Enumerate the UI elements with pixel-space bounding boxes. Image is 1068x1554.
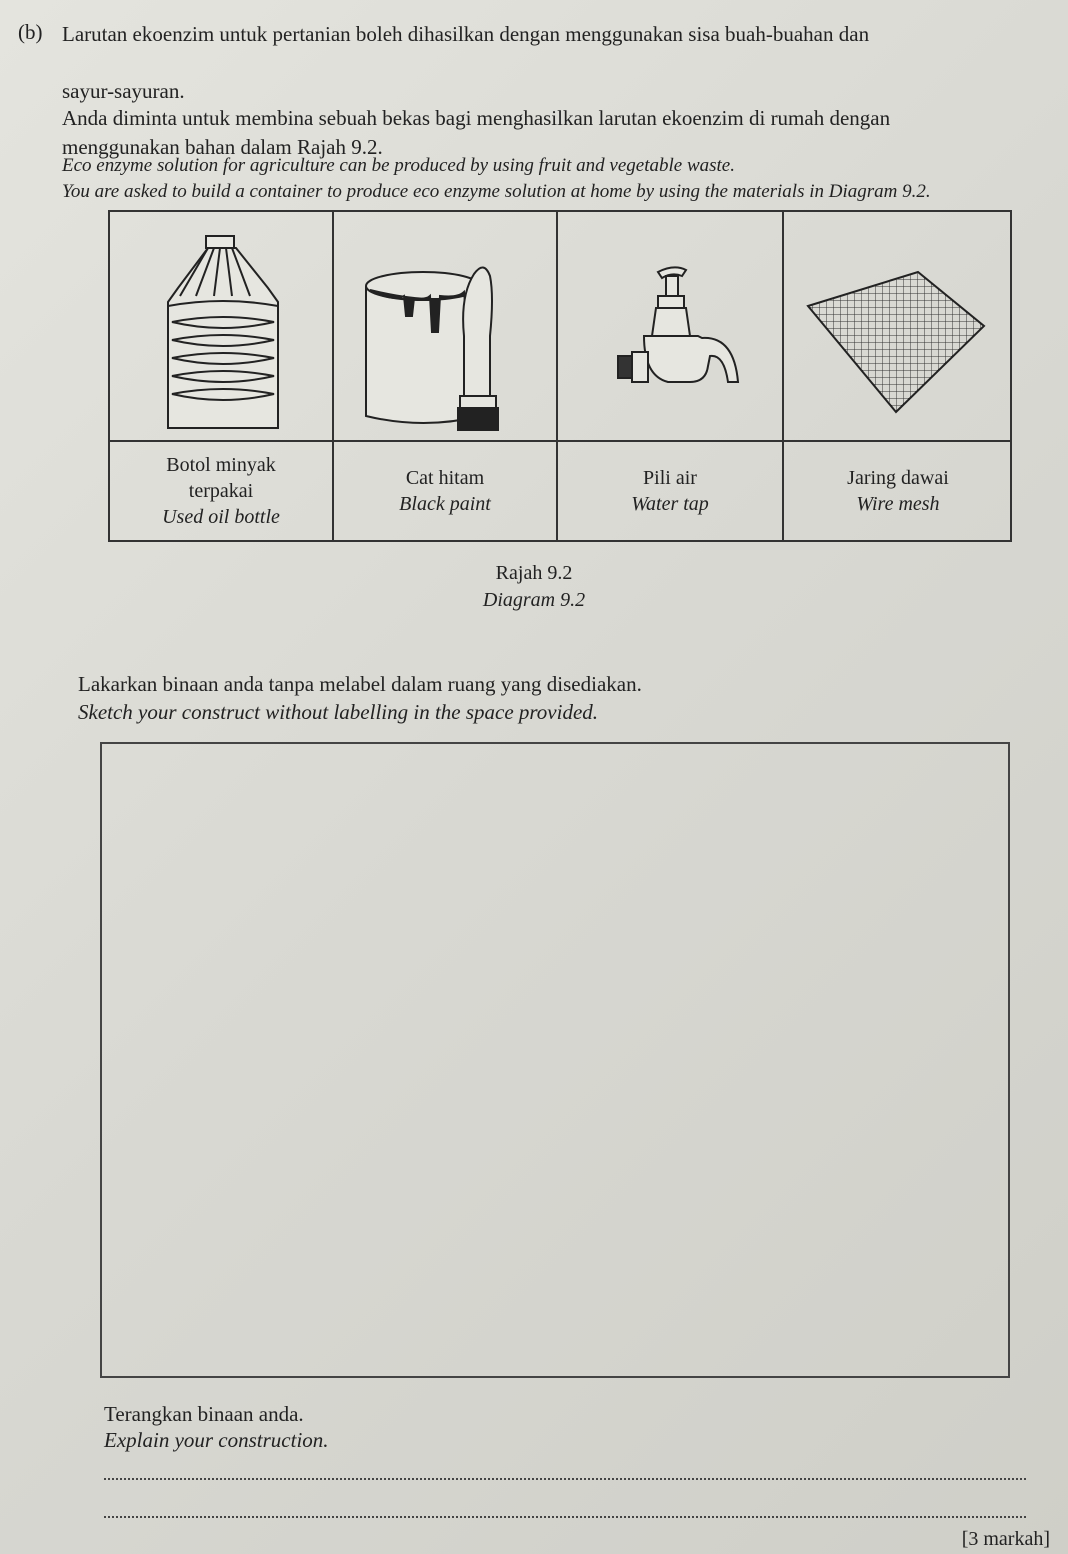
diagram-caption-ms: Rajah 9.2: [495, 562, 573, 584]
question-line-en-2: You are asked to build a container to produce eco enzyme solution at home by using the materials in Diagram 9.2.: [62, 181, 931, 202]
sketch-instruction-en: Sketch your construct without labelling in the space provided.: [78, 700, 599, 724]
sketch-instruction-ms: Lakarkan binaan anda tanpa melabel dalam ruang yang disediakan.: [78, 672, 642, 696]
label-oil-bottle-en: Used oil bottle: [162, 506, 280, 528]
explain-instruction-ms: Terangkan binaan anda.: [104, 1402, 304, 1426]
marks-label: [3 markah]: [961, 1528, 1050, 1550]
question-line-ms-4: menggunakan bahan dalam Rajah 9.2.: [62, 135, 383, 159]
oil-bottle-icon: [110, 216, 332, 438]
wire-mesh-icon: [784, 216, 1012, 438]
label-tap-ms: Pili air: [643, 467, 697, 489]
explain-instruction-en: Explain your construction.: [104, 1428, 329, 1452]
sketch-answer-box[interactable]: [100, 742, 1010, 1378]
materials-table: [108, 210, 1012, 542]
label-tap-en: Water tap: [631, 493, 709, 515]
label-oil-bottle-ms-2: terpakai: [188, 480, 254, 502]
label-mesh-ms: Jaring dawai: [847, 467, 949, 489]
question-line-ms-2: sayur-sayuran.: [62, 79, 185, 103]
label-paint-en: Black paint: [399, 493, 491, 515]
question-line-ms-1: Larutan ekoenzim untuk pertanian boleh dihasilkan dengan menggunakan sisa buah-buahan dan: [62, 22, 870, 46]
question-number: (b): [18, 20, 43, 44]
label-oil-bottle-ms-1: Botol minyak: [166, 454, 276, 476]
label-mesh-en: Wire mesh: [856, 493, 940, 515]
paint-can-icon: [334, 216, 556, 438]
answer-line-2[interactable]: [104, 1516, 1026, 1518]
diagram-caption-en: Diagram 9.2: [482, 589, 586, 611]
question-line-en-1: Eco enzyme solution for agriculture can be produced by using fruit and vegetable waste.: [62, 155, 735, 176]
water-tap-icon: [558, 216, 782, 438]
answer-line-1[interactable]: [104, 1478, 1026, 1480]
label-paint-ms: Cat hitam: [405, 467, 485, 489]
question-line-ms-3: Anda diminta untuk membina sebuah bekas bagi menghasilkan larutan ekoenzim di rumah dengan: [62, 106, 891, 130]
